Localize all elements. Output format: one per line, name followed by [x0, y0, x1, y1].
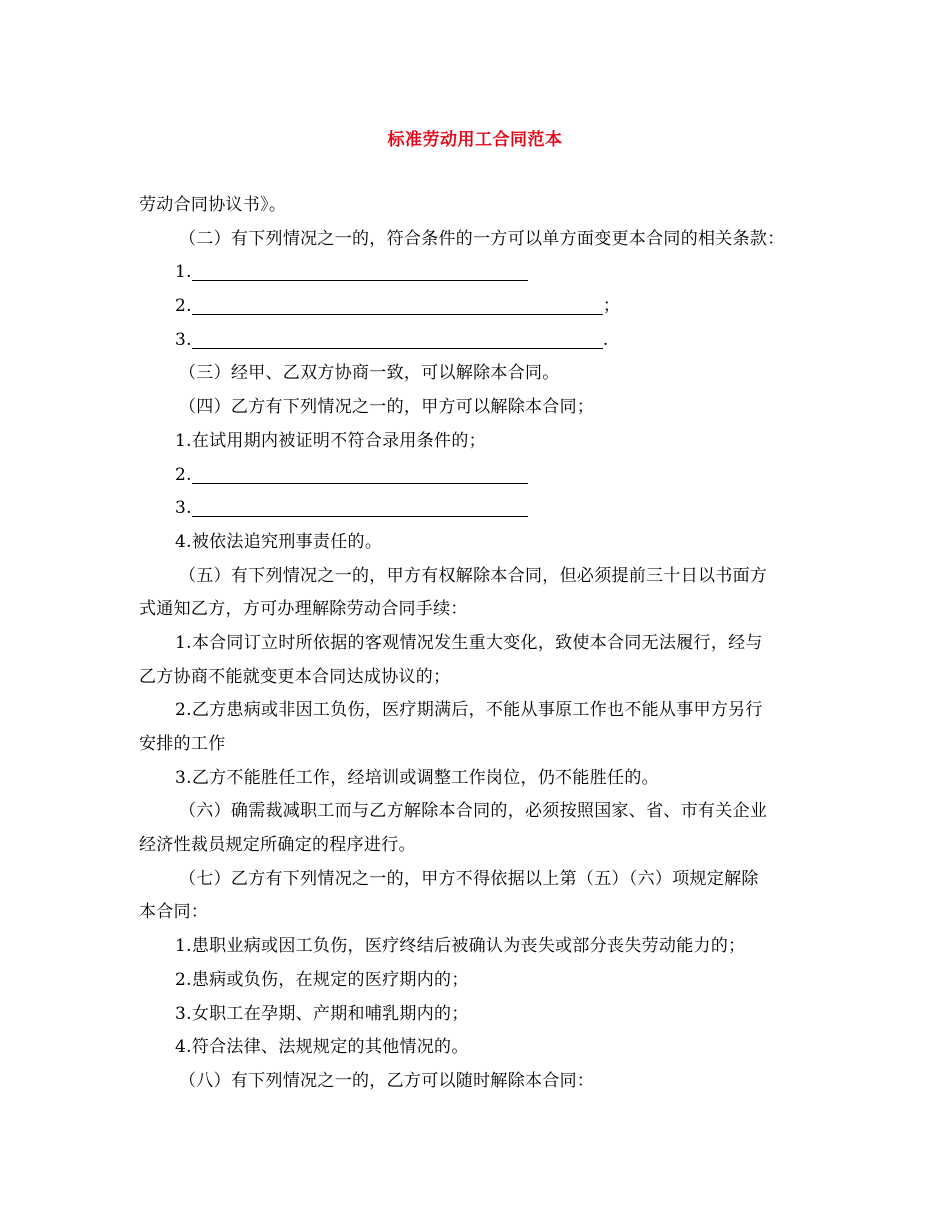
item-end-punctuation: . — [602, 329, 609, 350]
document-title: 标准劳动用工合同范本 — [387, 130, 563, 150]
fill-in-blank — [192, 260, 528, 281]
blank-item — [139, 324, 819, 358]
clause-heading: （八）有下列情况之一的，乙方可以随时解除本合同： — [179, 1070, 595, 1091]
clause-heading: （三）经甲、乙双方协商一致，可以解除本合同。 — [179, 363, 560, 384]
fill-in-blank — [192, 463, 528, 484]
fill-in-blank — [192, 294, 603, 315]
clause-heading: （四）乙方有下列情况之一的，甲方可以解除本合同； — [179, 397, 595, 418]
fill-in-blank — [192, 496, 528, 517]
list-item: 1.在试用期内被证明不符合录用条件的； — [175, 430, 486, 451]
blank-item — [139, 492, 819, 526]
list-item: 1.本合同订立时所依据的客观情况发生重大变化，致使本合同无法履行，经与 — [175, 632, 763, 653]
list-item: 4.符合法律、法规规定的其他情况的。 — [175, 1037, 469, 1058]
blank-item — [139, 459, 819, 493]
item-number: 3. — [175, 329, 192, 350]
list-item: 1.患职业病或因工负伤，医疗终结后被确认为丧失或部分丧失劳动能力的； — [175, 936, 746, 957]
text-line: 安排的工作 — [139, 734, 226, 754]
text-line: 式通知乙方，方可办理解除劳动合同手续： — [139, 599, 468, 620]
fill-in-blank — [192, 328, 603, 349]
text-line: 乙方协商不能就变更本合同达成协议的； — [139, 666, 451, 687]
list-item: 2.患病或负伤，在规定的医疗期内的； — [175, 969, 469, 990]
item-number: 2. — [175, 296, 192, 317]
clause-heading: （五）有下列情况之一的，甲方有权解除本合同，但必须提前三十日以书面方 — [179, 565, 768, 586]
clause-heading: （二）有下列情况之一的，符合条件的一方可以单方面变更本合同的相关条款： — [179, 228, 785, 249]
item-number: 2. — [175, 464, 192, 485]
blank-item — [139, 256, 819, 290]
text-line: 本合同： — [139, 902, 209, 923]
text-line: 经济性裁员规定所确定的程序进行。 — [139, 835, 416, 856]
list-item: 4.被依法追究刑事责任的。 — [175, 531, 383, 552]
blank-item — [139, 290, 819, 324]
list-item: 2.乙方患病或非因工负伤，医疗期满后，不能从事原工作也不能从事甲方另行 — [175, 700, 763, 721]
document-body — [139, 189, 819, 1099]
text-line: 劳动合同协议书》。 — [139, 195, 287, 215]
item-end-punctuation: ； — [602, 296, 621, 317]
list-item: 3.乙方不能胜任工作，经培训或调整工作岗位，仍不能胜任的。 — [175, 767, 659, 788]
item-number: 1. — [175, 262, 192, 283]
clause-heading: （六）确需裁减职工而与乙方解除本合同的，必须按照国家、省、市有关企业 — [179, 801, 768, 822]
item-number: 3. — [175, 498, 192, 519]
clause-heading: （七）乙方有下列情况之一的，甲方不得依据以上第（五）（六）项规定解除 — [179, 868, 759, 889]
list-item: 3.女职工在孕期、产期和哺乳期内的； — [175, 1003, 469, 1024]
